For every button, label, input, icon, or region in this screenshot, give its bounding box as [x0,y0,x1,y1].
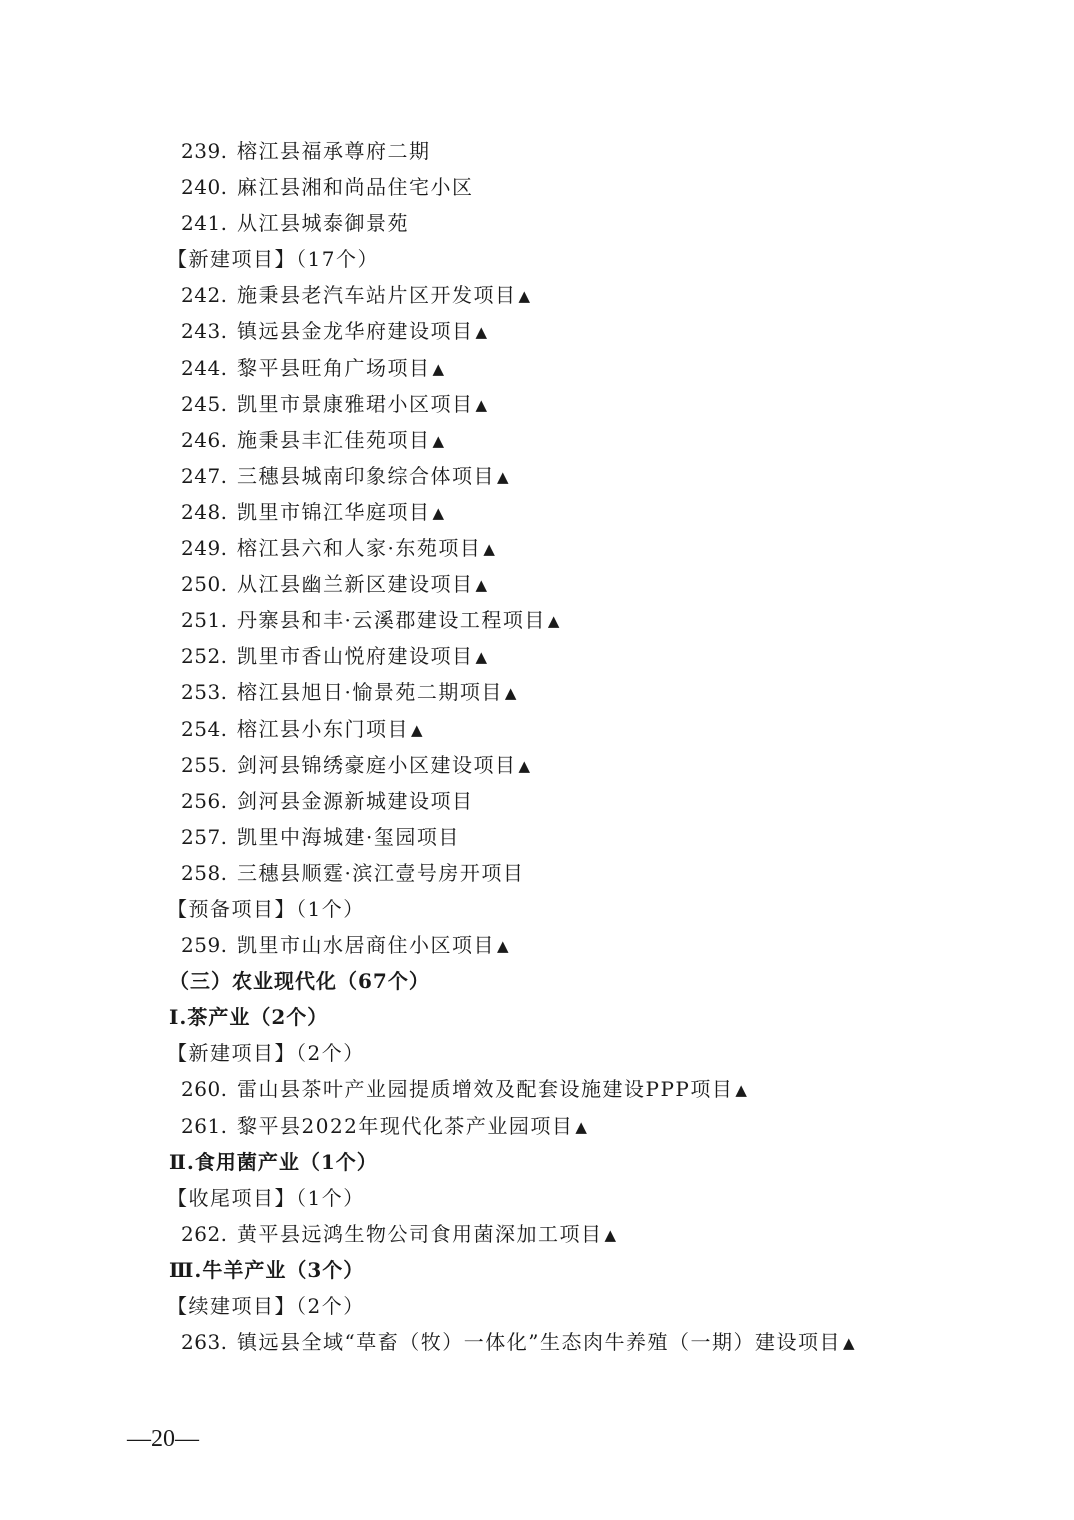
list-item [0,313,1074,349]
list-item [0,386,1074,422]
triangle-marker-icon: ▲ [604,1225,617,1244]
list-item [0,783,1074,819]
list-item [0,277,1074,313]
triangle-marker-icon: ▲ [497,937,509,956]
item-title: 丹寨县和丰·云溪郡建设工程项目 [237,608,546,633]
item-title: 剑河县金源新城建设项目 [237,788,474,813]
item-number: 260. [181,1077,228,1102]
triangle-marker-icon: ▲ [475,395,488,414]
section-heading: Ⅰ.茶产业（2个） [169,1005,329,1030]
item-number: 262. [181,1221,228,1246]
item-number: 261. [181,1113,228,1138]
item-number: 246. [181,427,228,452]
list-item [0,711,1074,747]
item-title: 凯里市锦江华庭项目 [237,499,431,524]
item-number: 255. [181,752,228,777]
triangle-marker-icon: ▲ [547,612,560,631]
item-title: 三穗县顺霆·滨江壹号房开项目 [237,860,525,885]
item-number: 250. [181,572,228,597]
item-title: 凯里市山水居商住小区项目 [237,933,495,958]
list-item [0,927,1074,963]
item-number: 263. [181,1330,228,1355]
category-label: 【预备项目】（1个） [167,896,365,921]
triangle-marker-icon: ▲ [735,1081,747,1100]
item-number: 240. [181,175,228,200]
list-item [0,494,1074,530]
item-number: 251. [181,608,228,633]
item-number: 259. [181,933,228,958]
category-label: 【新建项目】（17个） [167,247,379,272]
triangle-marker-icon: ▲ [575,1117,587,1136]
item-title: 三穗县城南印象综合体项目 [237,463,495,488]
item-title: 凯里市景康雅珺小区项目 [237,391,474,416]
list-item [0,855,1074,891]
list-item [0,205,1074,241]
triangle-marker-icon: ▲ [504,684,517,703]
item-number: 243. [181,319,228,344]
item-number: 252. [181,644,228,669]
item-title: 榕江县六和人家·东苑项目 [237,536,482,561]
list-item [0,674,1074,710]
item-title: 施秉县老汽车站片区开发项目 [237,283,517,308]
list-item [0,566,1074,602]
item-number: 254. [181,716,228,741]
list-item [0,1108,1074,1144]
triangle-marker-icon: ▲ [432,431,445,450]
list-item [0,422,1074,458]
triangle-marker-icon: ▲ [432,503,445,522]
category-label: 【续建项目】（2个） [167,1294,365,1318]
item-title: 施秉县丰汇佳苑项目 [237,427,431,452]
item-title: 黎平县2022年现代化茶产业园项目 [237,1113,574,1138]
item-number: 242. [181,283,228,308]
item-number: 248. [181,499,228,524]
item-title: 黄平县远鸿生物公司食用菌深加工项目 [237,1221,603,1246]
item-number: 257. [181,824,228,849]
list-item [0,350,1074,386]
item-title: 黎平县旺角广场项目 [237,355,431,380]
item-title: 镇远县金龙华府建设项目 [237,319,474,344]
item-number: 244. [181,355,228,380]
item-number: 247. [181,463,228,488]
item-title: 麻江县湘和尚品住宅小区 [237,175,474,200]
triangle-marker-icon: ▲ [475,576,488,595]
list-item [0,638,1074,674]
item-title: 从江县城泰御景苑 [237,211,409,236]
list-item [0,1216,1074,1252]
list-item [0,747,1074,783]
category-label: 【新建项目】（2个） [167,1041,365,1066]
item-number: 258. [181,860,228,885]
project-list [0,133,1074,1360]
item-title: 镇远县全域“草畜（牧）一体化”生态肉牛养殖（一期）建设项目 [237,1330,841,1355]
section-heading: Ⅱ.食用菌产业（1个） [169,1149,378,1174]
triangle-marker-icon: ▲ [432,359,445,378]
item-number: 249. [181,536,228,561]
list-item [0,602,1074,638]
page-number: —20— [127,1426,199,1452]
item-title: 雷山县茶叶产业园提质增效及配套设施建设PPP项目 [237,1077,734,1102]
list-item [0,819,1074,855]
item-title: 榕江县福承尊府二期 [237,139,431,163]
item-number: 239. [181,139,228,163]
list-item [0,530,1074,566]
section-heading: （三）农业现代化（67个） [169,969,430,994]
category-label: 【收尾项目】（1个） [167,1185,365,1210]
item-number: 253. [181,680,228,705]
item-title: 剑河县锦绣豪庭小区建设项目 [237,752,517,777]
triangle-marker-icon: ▲ [518,756,531,775]
triangle-marker-icon: ▲ [518,287,531,306]
triangle-marker-icon: ▲ [475,648,488,667]
list-item [0,169,1074,205]
triangle-marker-icon: ▲ [497,467,509,486]
item-title: 榕江县小东门项目 [237,716,409,741]
triangle-marker-icon: ▲ [411,720,423,739]
section-heading: Ⅲ.牛羊产业（3个） [169,1257,365,1282]
item-number: 256. [181,788,228,813]
item-number: 241. [181,211,228,236]
list-item [0,1071,1074,1107]
list-item [0,133,1074,169]
triangle-marker-icon: ▲ [475,323,488,342]
triangle-marker-icon: ▲ [483,540,495,559]
item-title: 凯里市香山悦府建设项目 [237,644,474,669]
list-item [0,458,1074,494]
item-title: 从江县幽兰新区建设项目 [237,572,474,597]
item-title: 榕江县旭日·愉景苑二期项目 [237,680,503,705]
triangle-marker-icon: ▲ [842,1334,855,1353]
list-item [0,1324,1074,1360]
item-number: 245. [181,391,228,416]
item-title: 凯里中海城建·玺园项目 [237,824,460,849]
